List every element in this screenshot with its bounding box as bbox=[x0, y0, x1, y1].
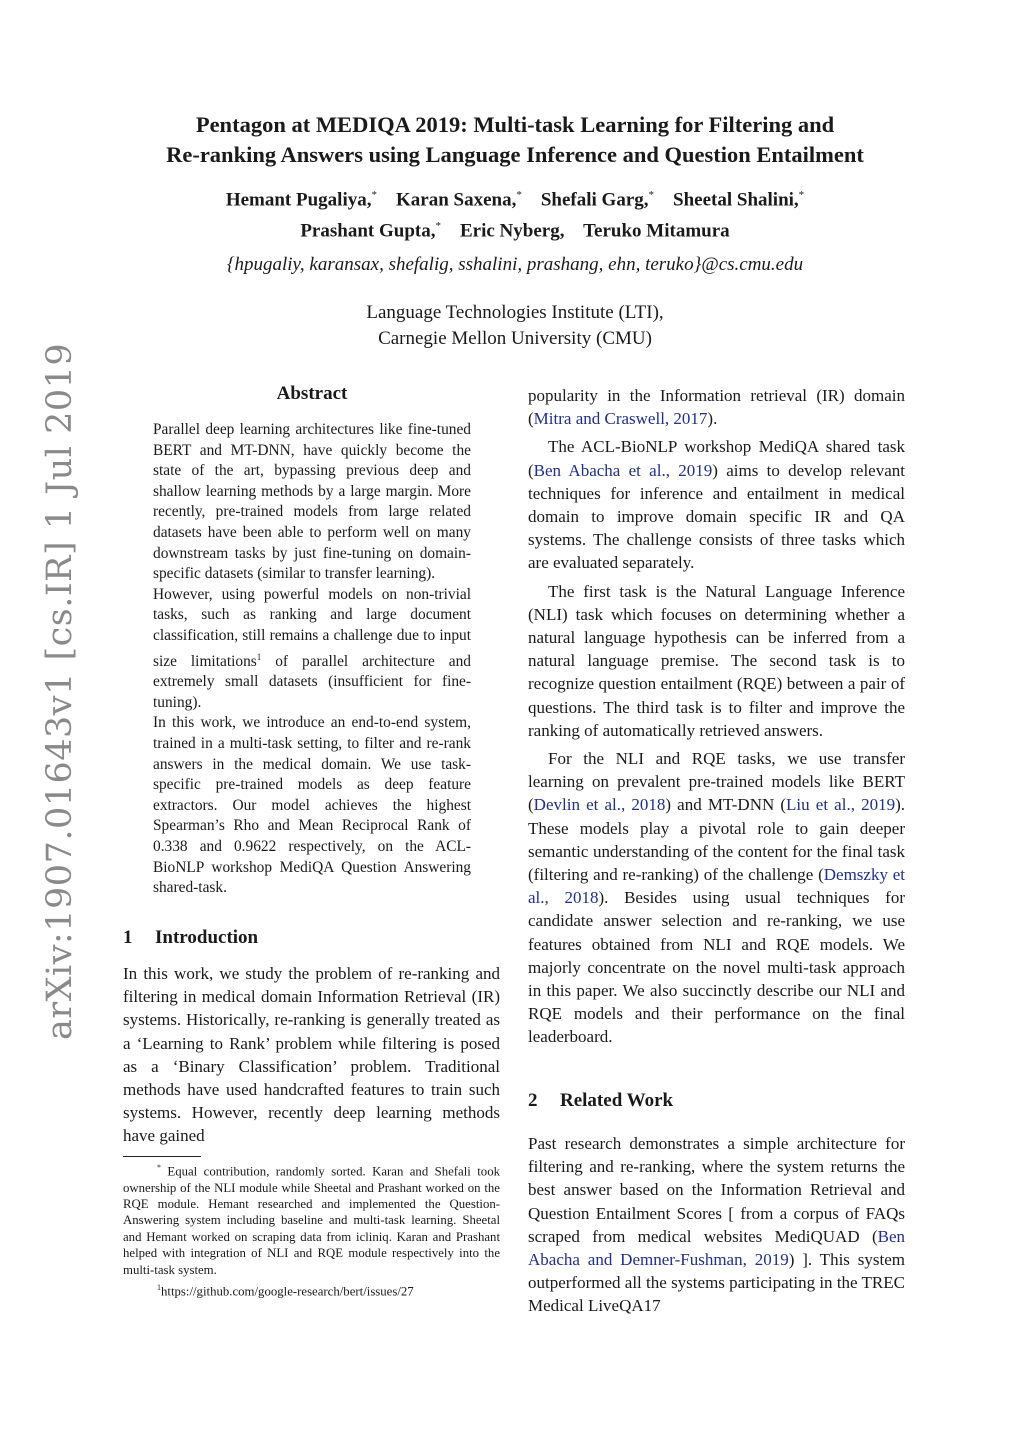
body-text: The ACL-BioNLP workshop MediQA shared task ( bbox=[528, 437, 905, 480]
body-text: ). These models play a pivotal role to gain deeper semantic understanding of the content for the final task (filtering and re-ranking) of the challenge ( bbox=[528, 795, 905, 885]
section-heading-introduction bbox=[123, 927, 500, 949]
paper-title bbox=[90, 110, 940, 170]
author-name: Teruko Mitamura bbox=[583, 220, 730, 242]
body-text: ). bbox=[707, 409, 718, 429]
equal-contribution-mark: * bbox=[435, 220, 441, 233]
abstract-text: However, using powerful models on non-trivial tasks, such as ranking and large document classification, still remains a challenge due to input size limitations bbox=[153, 585, 471, 670]
body-text: ) aims to develop relevant techniques for inference and entailment in medical domain to improve domain specific IR and QA systems. The challenge consists of three tasks which are evaluated separately. bbox=[528, 460, 905, 573]
equal-contribution-mark: * bbox=[648, 189, 655, 201]
body-text: ) ]. This system outperformed all the systems participating in the TREC Medical LiveQA17 bbox=[528, 1250, 905, 1316]
citation-link[interactable]: Devlin et al., 2018 bbox=[533, 795, 666, 815]
section-title: Introduction bbox=[155, 927, 259, 948]
section-title: Related Work bbox=[560, 1090, 674, 1111]
footnote-divider bbox=[123, 1156, 201, 1157]
body-paragraph bbox=[528, 1132, 905, 1318]
abstract-text: of parallel architecture and extremely small datasets (insufficient for fine-tuning). bbox=[153, 652, 471, 711]
citation-link[interactable]: Ben Abacha and Demner-Fushman, 2019 bbox=[528, 1226, 905, 1270]
citation-link[interactable]: Mitra and Craswell, 2017 bbox=[533, 409, 708, 429]
body-text: Past research demonstrates a simple architecture for filtering and re-ranking, where the system returns the best answer based on the Information Retrieval and Question Entailment Scores [ from a corpus of FAQs scraped from medical websites MediQUAD ( bbox=[528, 1134, 905, 1246]
author-name: Karan Saxena, bbox=[395, 189, 517, 211]
body-text: For the NLI and RQE tasks, we use transfer learning on prevalent pre-trained models like BERT ( bbox=[528, 749, 905, 815]
author-name: Shefali Garg, bbox=[540, 189, 649, 211]
title-line-1: Pentagon at MEDIQA 2019: Multi-task Learning for Filtering and bbox=[195, 112, 835, 137]
right-column-body bbox=[528, 384, 905, 1054]
equal-contribution-mark: * bbox=[516, 189, 522, 201]
related-work-body bbox=[528, 1132, 905, 1323]
arxiv-stamp: arXiv:1907.01643v1 [cs.IR] 1 Jul 2019 bbox=[40, 342, 80, 1040]
footnote-url bbox=[123, 1280, 500, 1300]
author-line-2 bbox=[90, 213, 940, 244]
affiliation bbox=[90, 300, 940, 352]
section-number: 1 bbox=[123, 927, 133, 948]
citation-link[interactable]: Liu et al., 2019 bbox=[786, 795, 896, 815]
body-paragraph bbox=[528, 435, 905, 574]
body-text: ). Besides using usual techniques for candidate answer selection and re-ranking, we use features obtained from NLI and RQE models. We majorly concentrate on the novel multi-task approach in this paper. We also succinctly describe our NLI and RQE models and their performance on the final leaderboard. bbox=[528, 888, 905, 1047]
body-paragraph: The first task is the Natural Language Inference (NLI) task which focuses on determining whether a natural language hypothesis can be inferred from a natural language premise. The second task is to recognize question entailment (RQE) between a pair of questions. The third task is to filter and improve the ranking of automatically retrieved answers. bbox=[528, 581, 905, 740]
citation-link[interactable]: Demszky et al., 2018 bbox=[528, 865, 905, 908]
author-name: Eric Nyberg, bbox=[459, 220, 565, 242]
affiliation-line-1: Language Technologies Institute (LTI), bbox=[366, 302, 664, 323]
citation-link[interactable]: Ben Abacha et al., 2019 bbox=[533, 460, 713, 480]
author-line-1 bbox=[90, 182, 940, 213]
body-paragraph: In this work, we study the problem of re-ranking and filtering in medical domain Information Retrieval (IR) systems. Historically, re-ranking is generally treated as a ‘Learning to Rank’ problem while filtering is posed as a ‘Binary Classification’ problem. Traditional methods have used handcrafted features to train such systems. However, recently deep learning methods have gained bbox=[123, 964, 500, 1146]
equal-contribution-mark: * bbox=[798, 189, 805, 201]
section-heading-related-work bbox=[528, 1090, 905, 1112]
footnote-equal-contribution bbox=[123, 1160, 500, 1278]
author-name: Hemant Pugaliya, bbox=[225, 189, 372, 211]
author-list bbox=[90, 182, 940, 245]
abstract-paragraph: In this work, we introduce an end-to-end system, trained in a multi-task setting, to filter and re-rank answers in the medical domain. We use task-specific pre-trained models as deep feature extractors. Our model achieves the highest Spearman’s Rho and Mean Reciprocal Rank of 0.338 and 0.9622 respectively, on the ACL-BioNLP workshop MediQA Question Answering shared-task. bbox=[153, 714, 471, 897]
abstract-body bbox=[153, 420, 471, 899]
footnote-link[interactable]: https://github.com/google-research/bert/issues/27 bbox=[161, 1284, 414, 1299]
author-emails: {hpugaliy, karansax, shefalig, sshalini, prashang, ehn, teruko}@cs.cmu.edu bbox=[226, 254, 804, 275]
author-name: Prashant Gupta, bbox=[300, 220, 436, 242]
equal-contribution-mark: * bbox=[371, 189, 377, 201]
footnote-mark: 1 bbox=[157, 1283, 161, 1293]
body-paragraph bbox=[528, 384, 905, 430]
section-number: 2 bbox=[528, 1090, 538, 1111]
footnote-ref[interactable]: 1 bbox=[256, 651, 262, 662]
body-paragraph bbox=[528, 747, 905, 1049]
abstract-heading: Abstract bbox=[276, 383, 348, 404]
footnote-text: Equal contribution, randomly sorted. Karan and Shefali took ownership of the NLI module while Sheetal and Prashant worked on the RQE module. Hemant researched and implemented the Question-Answering system including baseline and multi-task learning. Sheetal and Hemant worked on scraping data from icliniq. Karan and Prashant helped with integration of NLI and RQE module respectively into the multi-task system. bbox=[123, 1164, 500, 1277]
body-text: ) and MT-DNN ( bbox=[665, 795, 787, 815]
abstract-paragraph: Parallel deep learning architectures like fine-tuned BERT and MT-DNN, have quickly become the state of the art, bypassing previous deep and shallow learning methods by a large margin. More recently, pre-trained models from large related datasets have been able to perform well on many downstream tasks by just fine-tuning on domain-specific datasets (similar to transfer learning). bbox=[153, 421, 471, 583]
abstract-paragraph bbox=[153, 585, 471, 714]
affiliation-line-2: Carnegie Mellon University (CMU) bbox=[378, 328, 652, 349]
footnotes bbox=[123, 1160, 500, 1300]
footnote-mark: * bbox=[157, 1163, 161, 1172]
author-name: Sheetal Shalini, bbox=[673, 189, 799, 211]
introduction-body bbox=[123, 962, 500, 1153]
body-text: popularity in the Information retrieval (IR) domain ( bbox=[528, 386, 905, 429]
title-line-2: Re-ranking Answers using Language Inference and Question Entailment bbox=[166, 142, 864, 167]
